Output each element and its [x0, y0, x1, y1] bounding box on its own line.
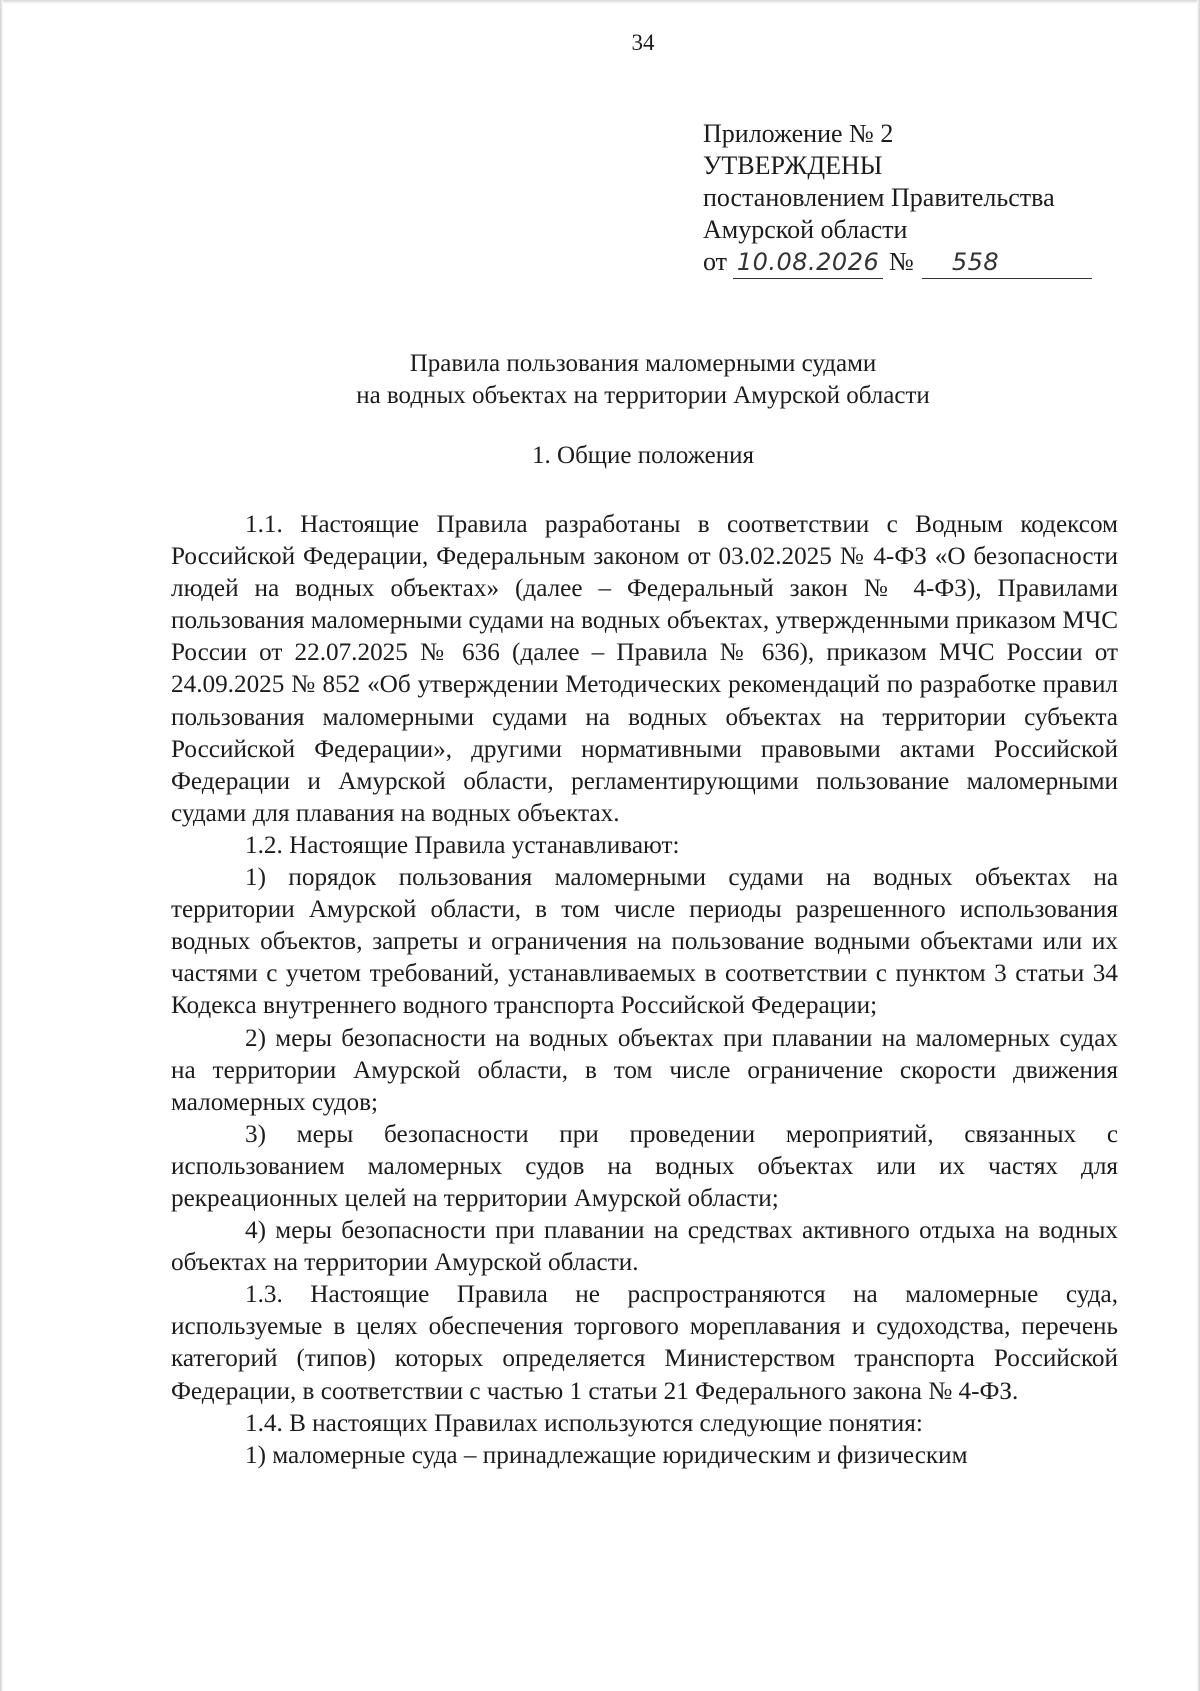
region-label: Амурской области [703, 215, 908, 244]
scan-edge-top [0, 0, 1200, 4]
appendix-label: Приложение № 2 [703, 119, 894, 148]
scan-edge-left [0, 0, 3, 1691]
paragraph-1-4-item-1: 1) маломерные суда – принадлежащие юридическим и физическим [245, 1441, 968, 1469]
number-prefix: № [889, 247, 914, 276]
approved-label: УТВЕРЖДЕНЫ [703, 151, 883, 180]
page-number: 34 [631, 30, 655, 55]
body-text [171, 509, 1118, 1472]
date-number-line [703, 246, 1092, 279]
paragraph-1-2-item-2: 2) меры безопасности на водных объектах при плавании на маломерных судах на территории Амурской области, в том числе ограничение скорости движения маломерных судов; [171, 1024, 1118, 1116]
resolution-label: постановлением Правительства [703, 183, 1055, 212]
paragraph-1-3: 1.3. Настоящие Правила не распространяются на маломерные суда, используемые в целях обеспечения торгового мореплавания и судоходства, перечень категорий (типов) которых определяется Министерством транспорта Российской Федерации, в соответствии с частью 1 статьи 21 Федерального закона № 4-ФЗ. [171, 1281, 1118, 1405]
date-prefix: от [703, 247, 728, 276]
document-title [0, 348, 1200, 412]
paragraph-1-4: 1.4. В настоящих Правилах используются следующие понятия: [245, 1409, 923, 1437]
paragraph-1-2: 1.2. Настоящие Правила устанавливают: [245, 831, 680, 859]
paragraph-1-1: 1.1. Настоящие Правила разработаны в соответствии с Водным кодексом Российской Федерации, Федеральным законом от 03.02.2025 № 4-ФЗ «О безопасности людей на водных объектах» (далее – Федеральный закон № 4-ФЗ), Правилами пользования маломерными судами на водных объектах, утвержденными приказом МЧС России от 22.07.2025 № 636 (далее – Правила № 636), приказом МЧС России от 24.09.2025 № 852 «Об утверждении Методических рекомендаций по разработке правил пользования маломерными судами на водных объектах на территории субъекта Российской Федерации», другими нормативными правовыми актами Российской Федерации и Амурской области, регламентирующими пользование маломерными судами для плавания на водных объектах. [171, 511, 1118, 827]
paragraph-1-2-item-4: 4) меры безопасности при плавании на средствах активного отдыха на водных объектах на территории Амурской области. [171, 1217, 1118, 1277]
handwritten-date: 10.08.2026 [733, 246, 883, 279]
title-line-1: Правила пользования маломерными судами [409, 350, 877, 377]
title-line-2: на водных объектах на территории Амурской области [356, 382, 930, 409]
approval-block [703, 118, 1092, 279]
paragraph-1-2-item-1: 1) порядок пользования маломерными судами на водных объектах на территории Амурской области, в том числе периоды разрешенного использования водных объектов, запреты и ограничения на пользование водными объектами или их частями с учетом требований, устанавливаемых в соответствии с пунктом 3 статьи 34 Кодекса внутреннего водного транспорта Российской Федерации; [171, 864, 1118, 1020]
section-heading: 1. Общие положения [532, 442, 754, 469]
paragraph-1-2-item-3: 3) меры безопасности при проведении мероприятий, связанных с использованием маломерных судов на водных объектах или их частях для рекреационных целей на территории Амурской области; [171, 1120, 1118, 1212]
handwritten-number: 558 [922, 246, 1092, 279]
